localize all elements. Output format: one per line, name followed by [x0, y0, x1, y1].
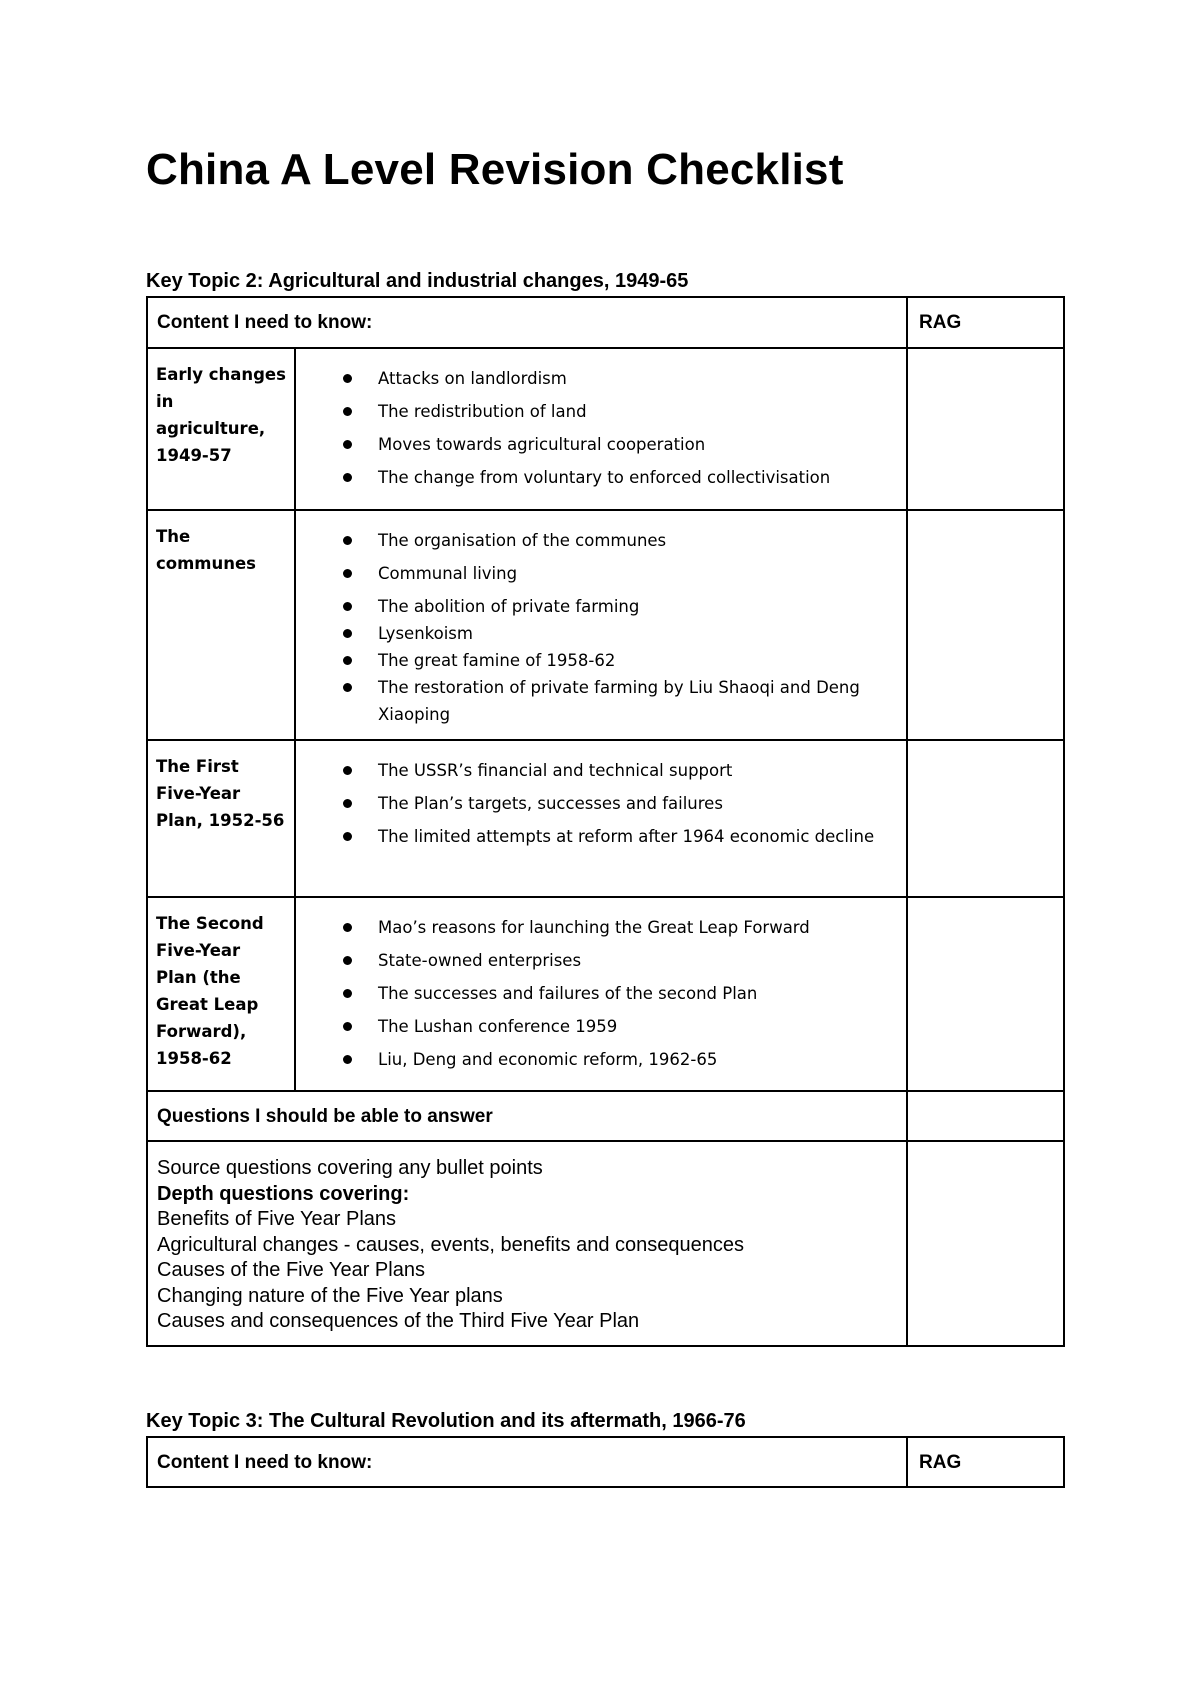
rag-header: RAG [907, 297, 1064, 348]
bullet-icon [343, 656, 352, 665]
bullet-icon [343, 569, 352, 578]
questions-header: Questions I should be able to answer [147, 1091, 907, 1141]
bullet-icon [343, 536, 352, 545]
depth-question-item: Causes and consequences of the Third Five Year Plan [157, 1310, 640, 1332]
table-row [147, 740, 1064, 897]
depth-questions-heading: Depth questions covering: [157, 1182, 410, 1205]
bullet-icon [343, 832, 352, 841]
section-label: The First Five-Year Plan, 1952-56 [147, 740, 295, 897]
section-bullets [295, 348, 907, 510]
list-item: Liu, Deng and economic reform, 1962-65 [296, 1046, 896, 1073]
bullet-icon [343, 766, 352, 775]
section-label: The Second Five-Year Plan (the Great Leap Forward), 1958-62 [147, 897, 295, 1091]
section-bullets [295, 510, 907, 740]
depth-question-item: Benefits of Five Year Plans [157, 1208, 397, 1230]
list-item: Attacks on landlordism [296, 365, 896, 392]
content-header: Content I need to know: [147, 1437, 907, 1487]
section-bullets [295, 740, 907, 897]
source-questions-line: Source questions covering any bullet points [157, 1157, 543, 1179]
topic-3-table [146, 1436, 1065, 1488]
list-item: Mao’s reasons for launching the Great Leap Forward [296, 914, 896, 941]
bullet-icon [343, 683, 352, 692]
bullet-icon [343, 1055, 352, 1064]
table-row [147, 510, 1064, 740]
list-item: The Plan’s targets, successes and failures [296, 790, 896, 817]
table-row [147, 348, 1064, 510]
rag-cell[interactable] [907, 348, 1064, 510]
rag-cell[interactable] [907, 1141, 1064, 1346]
depth-question-item: Causes of the Five Year Plans [157, 1259, 425, 1281]
list-item: Lysenkoism [296, 620, 896, 647]
list-item: The successes and failures of the second Plan [296, 980, 896, 1007]
list-item: The organisation of the communes [296, 527, 896, 554]
rag-cell[interactable] [907, 510, 1064, 740]
bullet-icon [343, 1022, 352, 1031]
bullet-icon [343, 956, 352, 965]
table-header-row [147, 1437, 1064, 1487]
questions-header-row [147, 1091, 1064, 1141]
rag-cell[interactable] [907, 897, 1064, 1091]
topic-2-table [146, 296, 1065, 1347]
table-header-row [147, 297, 1064, 348]
list-item: The abolition of private farming [296, 593, 896, 620]
depth-question-item: Agricultural changes - causes, events, benefits and consequences [157, 1233, 745, 1256]
list-item: Moves towards agricultural cooperation [296, 431, 896, 458]
bullet-icon [343, 629, 352, 638]
section-label: Early changes in agriculture, 1949-57 [147, 348, 295, 510]
bullet-icon [343, 602, 352, 611]
bullet-icon [343, 407, 352, 416]
content-header: Content I need to know: [147, 297, 907, 348]
list-item: Communal living [296, 560, 896, 587]
table-row [147, 897, 1064, 1091]
page-title: China A Level Revision Checklist [146, 145, 844, 194]
list-item: State-owned enterprises [296, 947, 896, 974]
section-label: The communes [147, 510, 295, 740]
bullet-icon [343, 374, 352, 383]
list-item: The USSR’s financial and technical support [296, 757, 896, 784]
bullet-icon [343, 799, 352, 808]
list-item: The great famine of 1958-62 [296, 647, 896, 674]
bullet-icon [343, 989, 352, 998]
rag-cell[interactable] [907, 740, 1064, 897]
bullet-icon [343, 473, 352, 482]
list-item: The redistribution of land [296, 398, 896, 425]
list-item: The change from voluntary to enforced collectivisation [296, 464, 896, 491]
list-item: The Lushan conference 1959 [296, 1013, 896, 1040]
list-item: The restoration of private farming by Liu Shaoqi and Deng Xiaoping [296, 674, 896, 728]
topic-3-heading: Key Topic 3: The Cultural Revolution and its aftermath, 1966-76 [146, 1410, 746, 1432]
topic-2-heading: Key Topic 2: Agricultural and industrial changes, 1949-65 [146, 270, 689, 292]
bullet-icon [343, 923, 352, 932]
rag-header: RAG [907, 1437, 1064, 1487]
depth-question-item: Changing nature of the Five Year plans [157, 1284, 503, 1307]
section-bullets [295, 897, 907, 1091]
rag-cell[interactable] [907, 1091, 1064, 1141]
questions-body [147, 1141, 907, 1346]
list-item: The limited attempts at reform after 1964 economic decline [296, 823, 896, 850]
bullet-icon [343, 440, 352, 449]
questions-row [147, 1141, 1064, 1346]
